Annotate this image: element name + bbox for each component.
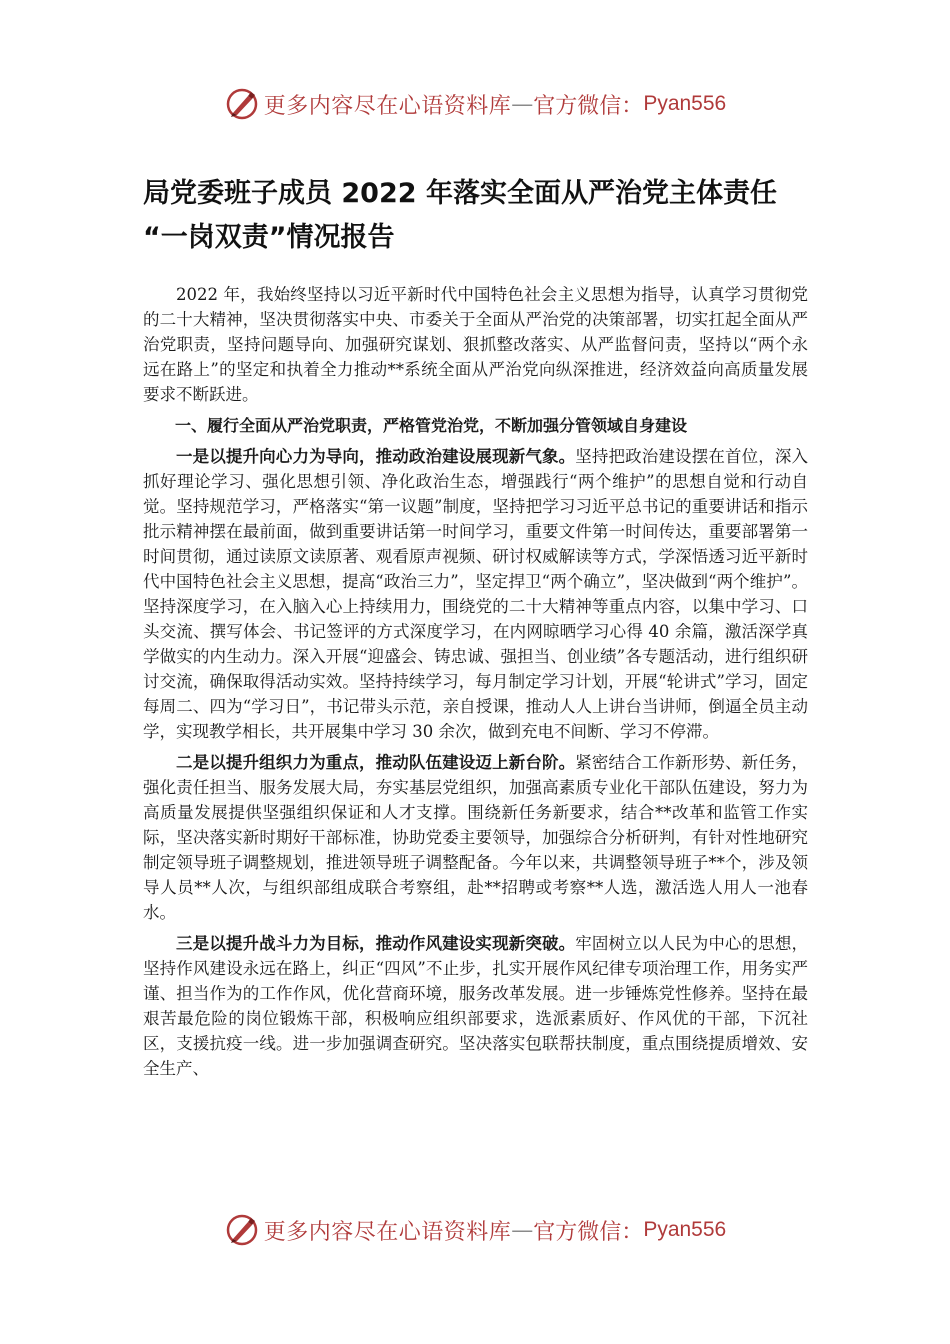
document-body xyxy=(143,282,808,1081)
section-heading: 一、履行全面从严治党职责，严格管党治党，不断加强分管领域自身建设 xyxy=(175,416,688,435)
banner-wechat-label: 官方微信： xyxy=(533,93,644,119)
banner-text: 更多内容尽在心语资料库 xyxy=(263,1219,512,1245)
title-line-2: “一岗双责”情况报告 xyxy=(143,222,395,253)
banner-separator: — xyxy=(511,91,534,117)
banner-wechat-id: Pyan556 xyxy=(643,1218,727,1241)
paragraph-body: 坚持把政治建设摆在首位，深入抓好理论学习、强化思想引领、净化政治生态，增强践行“两个维护”的思想自觉和行动自觉。坚持规范学习，严格落实“第一议题”制度，坚持把学习习近平总书记的重要讲话和指示批示精神摆在最前面，做到重要讲话第一时间学习，重要文件第一时间传达，重要部署第一时间贯彻，通过读原文读原著、观看原声视频、研讨权威解读等方式，学深悟透习近平新时代中国特色社会主义思想，提高“政治三力”，坚定捍卫“两个确立”，坚决做到“两个维护”。坚持深度学习，在入脑入心上持续用力，围绕党的二十大精神等重点内容，以集中学习、口头交流、撰写体会、书记签评的方式深度学习，在内网晾晒学习心得 40 余篇，激活深学真学做实的内生动力。深入开展“迎盛会、铸忠诚、强担当、创业绩”各专题活动，进行组织研讨交流，确保取得活动实效。坚持持续学习，每月制定学习计划，开展“轮讲式”学习，固定每周二、四为“学习日”，书记带头示范，亲自授课，推动人人上讲台当讲师，倒逼全员主动学，实现教学相长，共开展集中学习 30 余次，做到充电不间断、学习不停滞。 xyxy=(143,447,809,741)
banner-text: 更多内容尽在心语资料库 xyxy=(263,93,512,119)
paragraph-lead: 一是以提升向心力为导向，推动政治建设展现新气象。 xyxy=(176,447,576,466)
title-line-1: 局党委班子成员 2022 年落实全面从严治党主体责任 xyxy=(143,178,777,209)
banner-separator: — xyxy=(511,1217,534,1243)
intro-paragraph: 2022 年，我始终坚持以习近平新时代中国特色社会主义思想为指导，认真学习贯彻党的二十大精神，坚决贯彻落实中央、市委关于全面从严治党的决策部署，切实扛起全面从严治党职责，坚持问题导向、加强研究谋划、狠抓整改落实、从严监督问责，坚持以“两个永远在路上”的坚定和执着全力推动**系统全面从严治党向纵深推进，经济效益向高质量发展要求不断跃进。 xyxy=(143,285,808,404)
paragraph-work-style xyxy=(143,931,808,1081)
footer-banner xyxy=(0,1210,950,1250)
banner-wechat-id: Pyan556 xyxy=(643,92,727,115)
paragraph-organization xyxy=(143,750,808,925)
paragraph-lead: 三是以提升战斗力为目标，推动作风建设实现新突破。 xyxy=(176,934,576,953)
pen-logo-icon xyxy=(224,1212,260,1248)
header-banner xyxy=(0,84,950,124)
paragraph-lead: 二是以提升组织力为重点，推动队伍建设迈上新台阶。 xyxy=(176,753,576,772)
pen-logo-icon xyxy=(224,86,260,122)
paragraph-body: 紧密结合工作新形势、新任务，强化责任担当、服务发展大局，夯实基层党组织，加强高素质专业化干部队伍建设，努力为高质量发展提供坚强组织保证和人才支撑。围绕新任务新要求，结合**改革和监管工作实际，坚决落实新时期好干部标准，协助党委主要领导，加强综合分析研判，有针对性地研究制定领导班子调整规划，推进领导班子调整配备。今年以来，共调整领导班子**个，涉及领导人员**人次，与组织部组成联合考察组，赴**招聘或考察**人选，激活选人用人一池春水。 xyxy=(143,753,809,922)
banner-wechat-label: 官方微信： xyxy=(533,1219,644,1245)
document-title xyxy=(143,172,823,260)
paragraph-body: 牢固树立以人民为中心的思想，坚持作风建设永远在路上，纠正“四风”不止步，扎实开展作风纪律专项治理工作，用务实严谨、担当作为的工作作风，优化营商环境，服务改革发展。进一步锤炼党性修养。坚持在最艰苦最危险的岗位锻炼干部，积极响应组织部要求，选派素质好、作风优的干部，下沉社区，支援抗疫一线。进一步加强调查研究。坚决落实包联帮扶制度，重点围绕提质增效、安全生产、 xyxy=(143,934,809,1078)
paragraph-political xyxy=(143,444,808,744)
